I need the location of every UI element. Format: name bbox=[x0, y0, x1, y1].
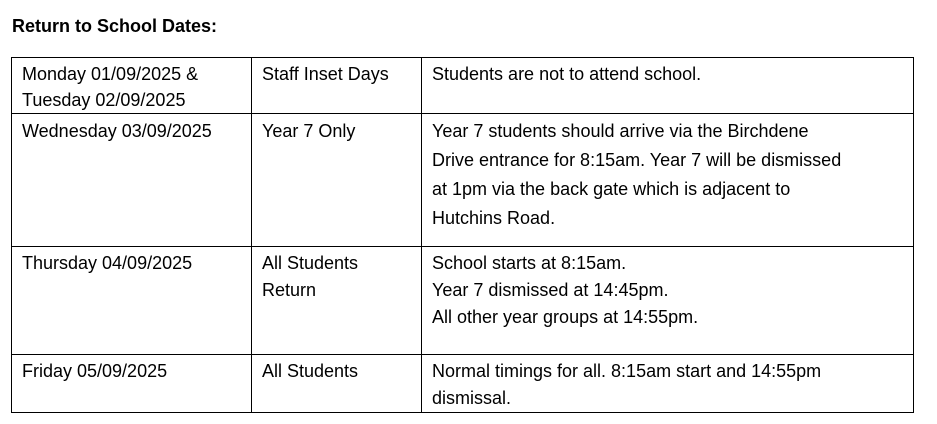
details-text: Students are not to attend school. bbox=[432, 64, 702, 84]
date-cell bbox=[12, 114, 252, 247]
date-cell bbox=[12, 355, 252, 413]
date-text: Friday 05/09/2025 bbox=[22, 361, 168, 381]
details-text: Hutchins Road. bbox=[432, 208, 556, 228]
details-text: dismissal. bbox=[432, 388, 512, 408]
group-cell bbox=[252, 355, 422, 413]
details-text: at 1pm via the back gate which is adjacent to bbox=[432, 179, 791, 199]
details-text: Year 7 dismissed at 14:45pm. bbox=[432, 280, 669, 300]
date-text: Monday 01/09/2025 & bbox=[22, 64, 199, 84]
table-row bbox=[12, 58, 914, 114]
table-row bbox=[12, 247, 914, 355]
group-text: Return bbox=[262, 280, 317, 300]
group-text: Year 7 Only bbox=[262, 121, 356, 141]
return-dates-table bbox=[11, 57, 914, 413]
details-cell bbox=[422, 247, 914, 355]
details-text: Year 7 students should arrive via the Birchdene bbox=[432, 121, 809, 141]
date-text: Tuesday 02/09/2025 bbox=[22, 90, 186, 110]
date-text: Wednesday 03/09/2025 bbox=[22, 121, 212, 141]
group-cell bbox=[252, 58, 422, 114]
details-cell bbox=[422, 355, 914, 413]
details-text: School starts at 8:15am. bbox=[432, 253, 627, 273]
page-title: Return to School Dates: bbox=[12, 16, 218, 36]
details-cell bbox=[422, 114, 914, 247]
group-text: Staff Inset Days bbox=[262, 64, 389, 84]
group-text: All Students bbox=[262, 253, 359, 273]
table-row bbox=[12, 355, 914, 413]
details-cell bbox=[422, 58, 914, 114]
table-row bbox=[12, 114, 914, 247]
group-text: All Students bbox=[262, 361, 359, 381]
details-text: Drive entrance for 8:15am. Year 7 will be dismissed bbox=[432, 150, 842, 170]
details-text: Normal timings for all. 8:15am start and 14:55pm bbox=[432, 361, 822, 381]
date-cell bbox=[12, 58, 252, 114]
date-text: Thursday 04/09/2025 bbox=[22, 253, 193, 273]
details-text: All other year groups at 14:55pm. bbox=[432, 307, 699, 327]
group-cell bbox=[252, 247, 422, 355]
date-cell bbox=[12, 247, 252, 355]
group-cell bbox=[252, 114, 422, 247]
